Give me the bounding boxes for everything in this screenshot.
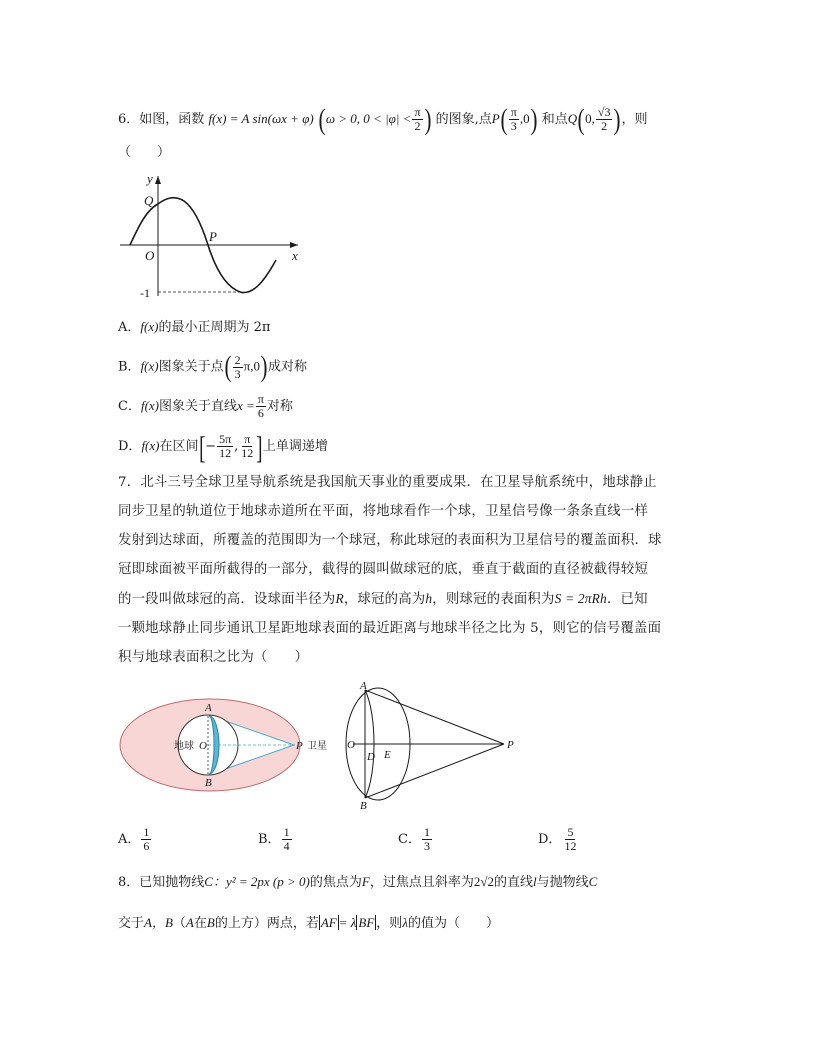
q7-c-num: 1 [423,825,430,839]
q7-geometry-figure [340,680,520,810]
q8-bf: BF [358,915,375,930]
q7-a-num: 1 [143,825,150,839]
q7-text1: 北斗三号全球卫星导航系统是我国航天事业的重要成果．在卫星导航系统中，地球静止 [140,475,657,490]
q6-d-den2: 12 [241,446,254,460]
q7-option-d[interactable] [538,824,579,856]
q7-d-den: 12 [564,839,577,853]
q6-b-close: ) [260,350,268,383]
q8-c: C [588,874,598,889]
q6-option-d-func: f(x) [141,438,160,453]
q6-d-comma: , [234,439,239,454]
q8-line2e: ，则 [376,916,403,931]
fig1-earth-label: 地球 [174,741,194,752]
q6-q-x: 0, [585,111,595,126]
fig2-o-label: O [347,739,355,751]
q7-option-c-fraction [422,826,432,853]
q6-p-close: ) [530,102,538,136]
q7-text5c: ，则球冠的表面积为 [432,592,555,607]
q6-d-close: ] [256,428,263,465]
q7-line-2: 同步卫星的轨道位于地球赤道所在平面，将地球看作一个球，卫星信号像一条条直线一样 [118,504,649,519]
q7-paragraph [118,468,698,672]
q6-q-num: √3 [597,105,611,119]
q6-option-c[interactable] [118,392,293,420]
fig2-b-label: B [360,800,367,810]
q6-paren-close: ) [424,102,432,136]
q8-eq: = λ [338,915,357,930]
q6-p-fraction [509,106,519,133]
q6-c-num: π [257,392,264,406]
graph-label-neg1: -1 [140,286,150,300]
q7-c-den: 3 [423,839,430,853]
q6-option-b-text2: 成对称 [267,359,307,375]
q6-option-a[interactable] [118,317,270,338]
q7-r: R [335,591,344,606]
q7-option-b-fraction [282,826,292,853]
q6-b-rest: π,0 [243,358,260,374]
graph-label-x: x [292,248,298,263]
q7-line-7: 积与地球表面积之比为（ ） [118,650,309,665]
q6-b-num: 2 [234,352,241,367]
q6-and-point: 和点 [541,112,568,127]
q7-line-5 [118,584,698,614]
line-ap [365,690,504,744]
fig2-d-label: D [367,751,375,763]
q8-b-in: B [206,915,215,930]
q8-line2b: （ [172,916,186,931]
q8-line2f: 的值为（ ） [407,916,499,931]
q7-line-6: 一颗地球静止同步通讯卫星距地球表面的最近距离与地球半径之比为 5，则它的信号覆盖面 [118,621,662,636]
q6-d-fraction1 [217,433,233,460]
q6-option-b-func: f(x) [140,358,159,374]
q8-text2: 的焦点为 [309,875,362,890]
q8-slope: 2√2 [473,874,494,889]
q7-a-den: 6 [143,839,150,853]
q7-d-num: 5 [567,825,574,839]
q6-q-close: ) [613,102,621,136]
q8-line-1 [118,870,597,894]
q6-option-d-text2: 上单调递增 [262,439,328,454]
q6-option-c-label: C． [118,399,141,414]
q7-option-c-label: C． [398,832,421,847]
fig1-a-label: A [205,702,212,714]
q6-cond-fraction [412,106,422,133]
q6-stem-prefix: 如图，函数 [139,112,205,127]
q8-a-in: A [185,915,194,930]
q8-text3: ，过焦点且斜率为 [369,875,474,890]
q6-blank: （ ） [118,145,171,160]
q6-q-fraction [596,106,613,133]
q6-option-d-text1: 在区间 [159,439,199,454]
fig1-sat-label: 卫星 [307,741,327,752]
q8-line-2 [118,911,499,935]
q6-d-open: [ [198,428,206,465]
q6-p-num: π [510,105,517,119]
q6-sine-graph [118,168,308,303]
q6-stem-mid: 的图象,点 [435,112,492,127]
q6-stem-line [118,104,647,134]
q8-lambda: λ [402,915,408,930]
q6-c-fraction [256,393,266,420]
fig1-p-label: P [296,740,303,752]
q8-line2d: 的上方）两点，若 [214,916,319,931]
q6-function: f(x) = A sin(ωx + φ) [208,111,314,126]
q8-l: l [533,874,537,889]
q6-then: ，则 [621,112,648,127]
q8-ab: A，B [144,915,173,930]
graph-label-p: P [209,229,217,244]
fig2-p-label: P [507,739,514,751]
y-axis-arrow [155,176,161,184]
q8-curve: C：y² = 2px (p > 0) [204,874,310,889]
q6-option-b-label: B． [118,359,141,375]
q6-option-a-text: 的最小正周期为 2π [158,320,271,335]
q6-option-d[interactable] [118,428,328,465]
q6-cond-num: π [414,105,421,119]
q7-option-b-label: B． [258,832,281,847]
q7-option-a-fraction [141,826,151,853]
fig2-a-label: A [360,680,367,692]
q6-d-num1: 5π [219,432,232,446]
q6-d-minus: − [205,439,217,454]
q7-line-4: 冠即球面被平面所截得的一部分，截得的圆叫做球冠的底，垂直于截面的直径被截得较短 [118,562,649,577]
q7-option-a-label: A． [118,832,141,847]
q7-satellite-figure [118,696,328,794]
q6-d-den1: 12 [219,446,232,460]
fig1-o-label: O [199,740,207,752]
q7-option-c[interactable] [398,824,433,856]
q6-point-p-label: P [491,111,500,126]
q8-f: F [361,874,370,889]
q6-option-b-text1: 图象关于点 [158,359,224,375]
graph-label-q: Q [144,193,154,208]
q6-d-fraction2 [239,433,255,460]
q6-option-c-func: f(x) [140,398,159,413]
q6-b-den: 3 [234,366,241,381]
q7-text5d: ．已知 [606,592,648,607]
q6-q-open: ( [577,102,585,136]
q6-b-open: ( [224,350,232,383]
q6-q-den: 2 [601,119,608,133]
q6-option-c-text1: 图象关于直线 [159,399,238,414]
q8-text5: 与抛物线 [536,875,589,890]
q7-option-d-label: D． [538,832,562,847]
q6-cond-den: 2 [414,119,421,133]
q6-option-d-label: D． [118,439,142,454]
q7-b-den: 4 [283,839,290,853]
q6-option-a-func: f(x) [140,319,159,334]
graph-label-y: y [147,171,153,186]
q8-line2a: 交于 [118,916,145,931]
q8-line2c: 在 [193,916,207,931]
q6-p-y: ,0 [519,111,530,126]
q6-option-c-text2: 对称 [266,399,293,414]
q6-d-num2: π [244,432,251,446]
q7-number: 7． [118,475,141,490]
q6-option-a-label: A． [118,320,141,335]
q7-h: h [425,591,433,606]
q7-line-1 [118,468,698,497]
q6-option-b[interactable] [118,350,307,383]
q7-option-a[interactable] [118,824,152,856]
q7-text5b: ，球冠的高为 [343,592,426,607]
q6-c-x: x = [237,398,255,413]
fig2-e-label: E [384,749,391,761]
q8-number: 8． [118,875,140,890]
graph-label-o: O [145,248,155,263]
q6-paren-open: ( [318,102,326,136]
q7-text5a: 的一段叫做球冠的高．设球面半径为 [118,592,336,607]
q7-b-num: 1 [283,825,290,839]
q7-option-b[interactable] [258,824,293,856]
q7-formula: S = 2πRh [554,591,607,606]
q8-text4: 的直线 [493,875,533,890]
q6-p-den: 3 [510,119,517,133]
q6-number: 6． [118,112,140,127]
q6-p-open: ( [500,102,508,136]
q6-b-fraction [233,354,243,381]
q7-option-d-fraction [562,826,578,853]
fig1-b-label: B [205,777,212,789]
q8-text1: 已知抛物线 [139,875,205,890]
q6-point-q-label: Q [567,111,578,126]
q7-line-3: 发射到达球面，所覆盖的范围即为一个球冠，称此球冠的表面积为卫星信号的覆盖面积．球 [118,533,662,548]
q6-condition: ω > 0, 0 < |φ| < [325,111,412,126]
q6-c-den: 6 [257,406,264,420]
q8-af: AF [320,915,337,930]
